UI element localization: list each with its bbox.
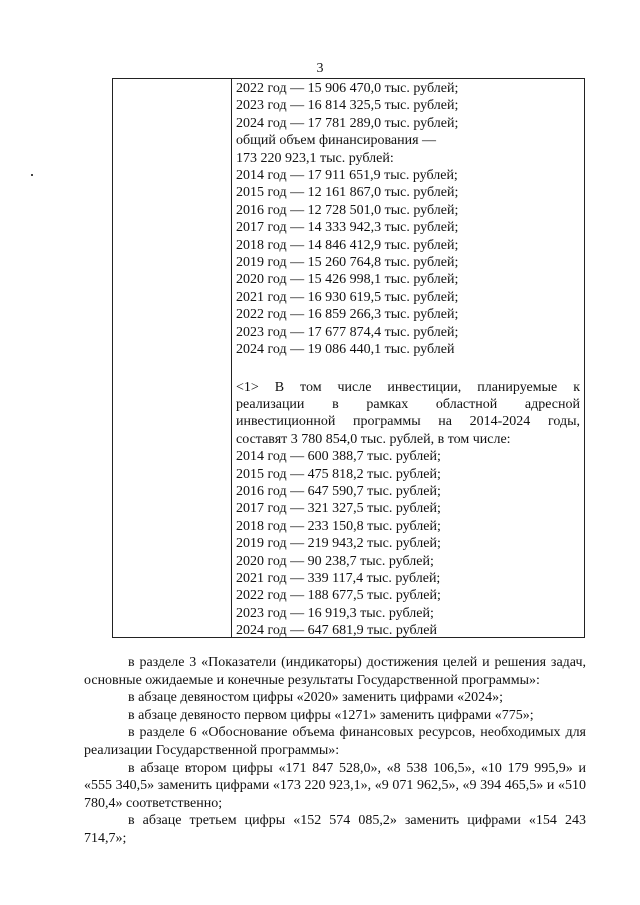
table-line: 2022 год — 16 859 266,3 тыс. рублей; xyxy=(236,307,459,323)
table-line: 2020 год — 15 426 998,1 тыс. рублей; xyxy=(236,272,459,288)
table-line: 2016 год — 12 728 501,0 тыс. рублей; xyxy=(236,202,459,218)
table-line: 2014 год — 17 911 651,9 тыс. рублей; xyxy=(236,168,458,184)
amendment-paragraph: в абзаце девяностом цифры «2020» заменить цифрами «2024»; xyxy=(128,690,503,706)
footnote-line: 2018 год — 233 150,8 тыс. рублей; xyxy=(236,518,441,534)
table-line: 2019 год — 15 260 764,8 тыс. рублей; xyxy=(236,255,459,271)
footnote-line: 2024 год — 647 681,9 тыс. рублей xyxy=(236,623,437,639)
footnote-line: 2021 год — 339 117,4 тыс. рублей; xyxy=(236,570,441,586)
footnote-line: инвестиционной программы на 2014-2024 годы, xyxy=(236,414,580,430)
table-line: 2021 год — 16 930 619,5 тыс. рублей; xyxy=(236,289,459,305)
footnote-line: 2014 год — 600 388,7 тыс. рублей; xyxy=(236,449,441,465)
table-line: общий объем финансирования — xyxy=(236,133,437,149)
amendment-paragraph: в разделе 6 «Обоснование объема финансовых ресурсов, необходимых для реализации Государственной программы»: xyxy=(84,725,586,758)
table-line: 2018 год — 14 846 412,9 тыс. рублей; xyxy=(236,237,459,253)
financing-table xyxy=(112,78,585,638)
table-line: 2023 год — 16 814 325,5 тыс. рублей; xyxy=(236,98,459,114)
footnote-line: 2022 год — 188 677,5 тыс. рублей; xyxy=(236,588,441,604)
table-line: 2024 год — 19 086 440,1 тыс. рублей xyxy=(236,342,455,358)
amendment-paragraph: в разделе 3 «Показатели (индикаторы) достижения целей и решения задач, основные ожидаемые и конечные результаты Государственной программы»: xyxy=(84,655,586,688)
footnote-line: реализации в рамках областной адресной xyxy=(236,396,580,412)
amendment-text xyxy=(84,654,586,848)
footnote-line: 2016 год — 647 590,7 тыс. рублей; xyxy=(236,483,441,499)
paragraph-gap xyxy=(236,359,580,379)
footnote-line: 2015 год — 475 818,2 тыс. рублей; xyxy=(236,466,441,482)
footnote-line: составят 3 780 854,0 тыс. рублей, в том числе: xyxy=(236,431,511,447)
footnote-line: <1> В том числе инвестиции, планируемые к xyxy=(236,379,580,395)
table-line: 173 220 923,1 тыс. рублей: xyxy=(236,150,394,166)
margin-mark xyxy=(31,174,33,176)
amendment-paragraph: в абзаце третьем цифры «152 574 085,2» заменить цифрами «154 243 714,7»; xyxy=(84,813,586,846)
footnote-line: 2023 год — 16 919,3 тыс. рублей; xyxy=(236,605,434,621)
table-line: 2017 год — 14 333 942,3 тыс. рублей; xyxy=(236,220,459,236)
footnote-line: 2017 год — 321 327,5 тыс. рублей; xyxy=(236,501,441,517)
table-column-divider xyxy=(231,79,232,637)
footnote-line: 2020 год — 90 238,7 тыс. рублей; xyxy=(236,553,434,569)
table-right-cell xyxy=(236,80,580,640)
page-number: 3 xyxy=(316,61,324,76)
table-line: 2023 год — 17 677 874,4 тыс. рублей; xyxy=(236,324,459,340)
table-line: 2015 год — 12 161 867,0 тыс. рублей; xyxy=(236,185,459,201)
table-line: 2022 год — 15 906 470,0 тыс. рублей; xyxy=(236,81,459,96)
amendment-paragraph: в абзаце девяносто первом цифры «1271» заменить цифрами «775»; xyxy=(128,707,534,723)
table-line: 2024 год — 17 781 289,0 тыс. рублей; xyxy=(236,115,459,131)
footnote-line: 2019 год — 219 943,2 тыс. рублей; xyxy=(236,536,441,552)
amendment-paragraph: в абзаце втором цифры «171 847 528,0», «8 538 106,5», «10 179 995,9» и «555 340,5» заменить цифрами «173 220 923,1», «9 071 962,5», «9 394 465,5» и «510 780,4» соответственно; xyxy=(84,760,586,811)
